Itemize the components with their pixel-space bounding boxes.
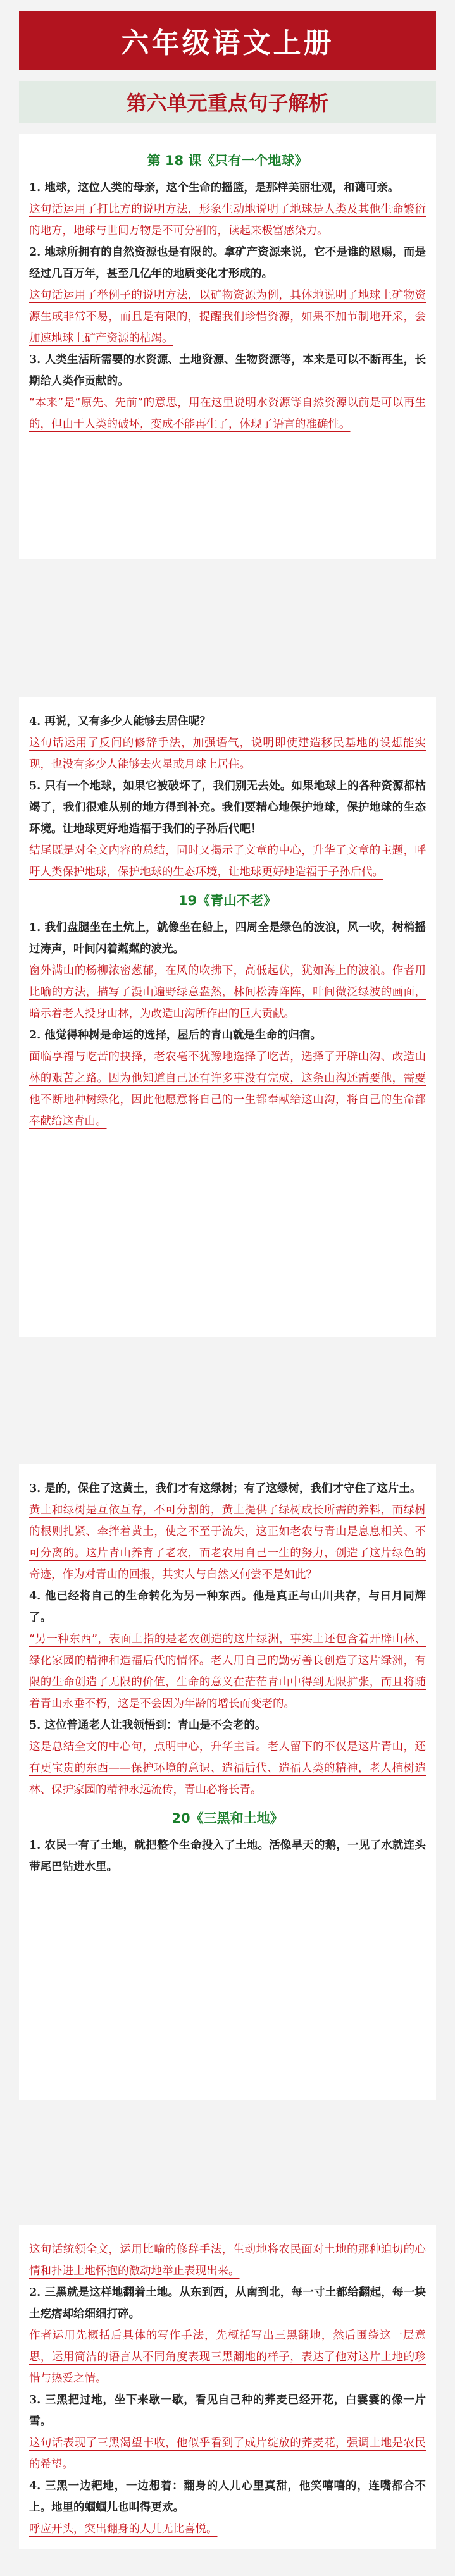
explanation: 这句话运用了打比方的说明方法，形象生动地说明了地球是人类及其他生命繁衍的地方，地球与世间万物是不可分割的，读起来极富感染力。 <box>29 203 426 237</box>
page-card-4 <box>19 2225 436 2549</box>
lesson-title: 20《三黑和土地》 <box>171 1811 284 1826</box>
sentence: 5. 只有一个地球，如果它被破坏了，我们别无去处。如果地球上的各种资源都枯竭了，我们很难从别的地方得到补充。我们要精心地保护地球，保护地球的生态环境。让地球更好地造福于我们的子孙后代吧！ <box>29 780 426 835</box>
sentence: 1. 地球，这位人类的母亲，这个生命的摇篮，是那样美丽壮观，和蔼可亲。 <box>29 182 399 194</box>
explanation: 这是总结全文的中心句，点明中心，升华主旨。老人留下的不仅是这片青山，还有更宝贵的东西——保护环境的意识、造福后代、造福人类的精神，老人植树造林、保护家园的精神永远流传，青山必将长青。 <box>29 1741 426 1796</box>
page-card-2 <box>19 697 436 1337</box>
sentence: 1. 我们盘腿坐在土炕上，就像坐在船上，四周全是绿色的波浪，风一吹，树梢摇过涛声，叶间闪着粼粼的波光。 <box>29 921 426 956</box>
sentence: 3. 是的，保住了这黄土，我们才有这绿树；有了这绿树，我们才守住了这片土。 <box>29 1482 421 1495</box>
explanation: “另一种东西”，表面上指的是老农创造的这片绿洲，事实上还包含着开辟山林、绿化家园的精神和造福后代的情怀。老人用自己的勤劳善良创造了这片绿洲，有限的生命创造了无限的价值，生命的意义在茫茫青山中得到无限扩张，而且将随着青山永垂不朽，这是不会因为年龄的增长而变老的。 <box>29 1633 426 1710</box>
sentence: 4. 三黑一边耙地，一边想着：翻身的人儿心里真甜，他笑嘻嘻的，连嘴都合不上。地里的蝈蝈儿也叫得更欢。 <box>29 2480 426 2514</box>
explanation: 作者运用先概括后具体的写作手法，先概括写出三黑翻地，然后围绕这一层意思，运用简洁的语言从不同角度表现三黑翻地的样子，表达了他对这片土地的珍惜与热爱之情。 <box>29 2329 426 2385</box>
sentence: 4. 他已经将自己的生命转化为另一种东西。他是真正与山川共存，与日月同辉了。 <box>29 1590 426 1624</box>
sentence: 2. 他觉得种树是命运的选择，屋后的青山就是生命的归宿。 <box>29 1029 321 1042</box>
lesson-title: 19《青山不老》 <box>178 893 277 908</box>
explanation: 结尾既是对全文内容的总结，同时又揭示了文章的中心，升华了文章的主题，呼吁人类保护地球，保护地球的生态环境，让地球更好地造福于子孙后代。 <box>29 844 426 878</box>
page-card-3 <box>19 1464 436 2100</box>
explanation: 这句话表现了三黑渴望丰收，他似乎看到了成片绽放的荞麦花，强调土地是农民的希望。 <box>29 2437 426 2471</box>
subtitle-bar <box>19 81 436 123</box>
sentence: 2. 地球所拥有的自然资源也是有限的。拿矿产资源来说，它不是谁的恩赐，而是经过几百万年，甚至几亿年的地质变化才形成的。 <box>29 246 426 280</box>
explanation: 黄土和绿树是互依互存，不可分割的，黄土提供了绿树成长所需的养料，而绿树的根则扎紧、牵拌着黄土，使之不至于流失，这正如老农与青山是息息相关、不可分离的。这片青山养育了老农，而老农用自己一生的努力，创造了这片绿色的奇迹，作为对青山的回报，其实人与自然又何尝不是如此？ <box>29 1504 426 1581</box>
sentence: 5. 这位普通老人让我领悟到：青山是不会老的。 <box>29 1719 266 1732</box>
page-title: 六年级语文上册 <box>121 27 334 59</box>
sentence: 4. 再说，又有多少人能够去居住呢？ <box>29 715 211 728</box>
explanation: 这句话运用了举例子的说明方法，以矿物资源为例，具体地说明了地球上矿物资源生成非常不易，而且是有限的，提醒我们珍惜资源，如果不加节制地开采，会加速地球上矿产资源的枯竭。 <box>29 289 426 345</box>
explanation: 窗外满山的杨柳浓密葱郁，在风的吹拂下，高低起伏，犹如海上的波浪。作者用比喻的方法，描写了漫山遍野绿意盎然，林间松涛阵阵，叶间微泛绿波的画面，暗示着老人投身山林，为改造山沟所作出的巨大贡献。 <box>29 964 426 1020</box>
explanation: 这句话运用了反问的修辞手法，加强语气，说明即使建造移民基地的设想能实现，也没有多少人能够去火星或月球上居住。 <box>29 737 426 771</box>
page-card-1 <box>19 134 436 559</box>
explanation: 面临享福与吃苦的抉择，老农毫不犹豫地选择了吃苦，选择了开辟山沟、改造山林的艰苦之路。因为他知道自己还有许多事没有完成，这条山沟还需要他，需要他不断地种树绿化，因此他愿意将自己的一生都奉献给这山沟，将自己的生命都奉献给这青山。 <box>29 1051 426 1128</box>
explanation: 这句话统领全文，运用比喻的修辞手法，生动地将农民面对土地的那种迫切的心情和扑进土地怀抱的激动地举止表现出来。 <box>29 2243 426 2277</box>
lesson-title: 第 18 课《只有一个地球》 <box>147 153 308 168</box>
sentence: 2. 三黑就是这样地翻着土地。从东到西，从南到北，每一寸土都给翻起，每一块土疙瘩却给细细打碎。 <box>29 2286 426 2320</box>
header-banner <box>19 11 436 70</box>
explanation: 呼应开头，突出翻身的人儿无比喜悦。 <box>29 2523 218 2536</box>
page-subtitle: 第六单元重点句子解析 <box>126 91 329 115</box>
sentence: 1. 农民一有了土地，就把整个生命投入了土地。活像旱天的鹅，一见了水就连头带尾巴钻进水里。 <box>29 1839 426 1873</box>
explanation: “本来”是“原先、先前”的意思，用在这里说明水资源等自然资源以前是可以再生的，但由于人类的破坏，变成不能再生了，体现了语言的准确性。 <box>29 397 426 431</box>
sentence: 3. 人类生活所需要的水资源、土地资源、生物资源等，本来是可以不断再生，长期给人类作贡献的。 <box>29 354 426 388</box>
sentence: 3. 三黑把过地，坐下来歇一歇，看见自己种的荞麦已经开花，白霎霎的像一片雪。 <box>29 2394 426 2428</box>
